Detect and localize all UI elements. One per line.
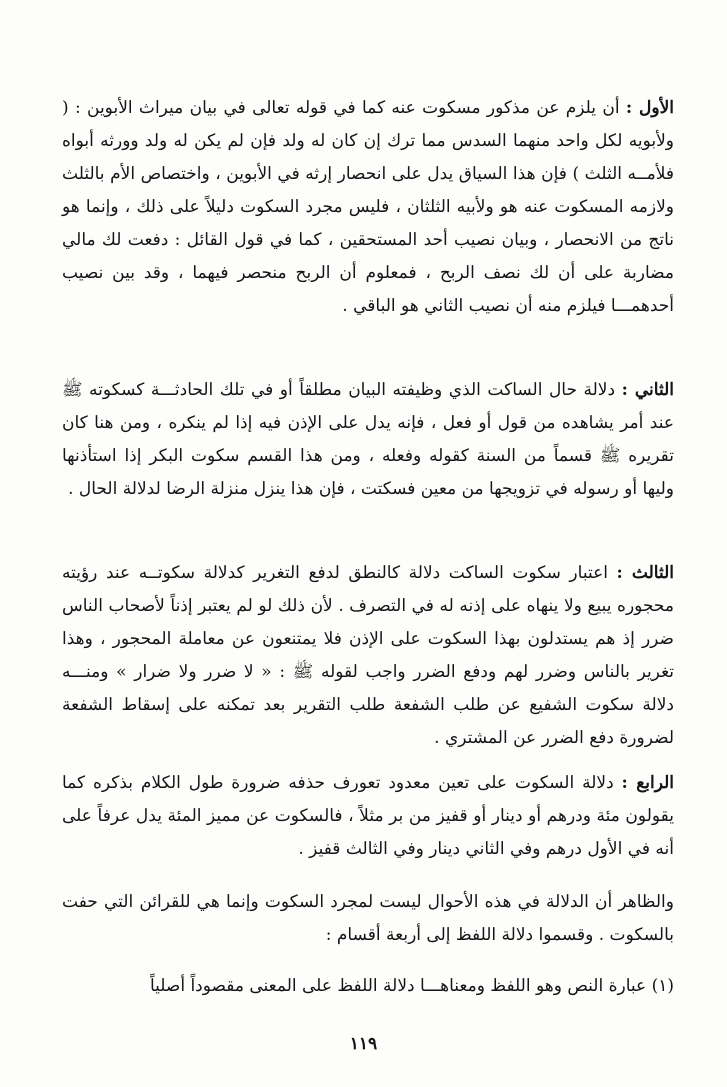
paragraph-text: اعتبار سكوت الساكت دلالة كالنطق لدفع التغرير كدلالة سكوتــه عند رؤيته محجوره يبيع ولا ينهاه على إذنه له في التصرف . لأن ذلك لو لم يعتبر إذناً لأصحاب الناس ضرر إذ هم يستدلون بهذا السكوت على الإذن فلا يمتنعون عن معاملة المحجور ، وهذا تغرير بالناس وضرر لهم ودفع الضرر واجب لقوله ﷺ : « لا ضرر ولا ضرار » ومنـــه دلالة سكوت الشفيع عن طلب الشفعة طلب التقرير بعد تمكنه على إسقاط الشفعة لضرورة دفع الضرر عن المشتري .: [62, 563, 674, 748]
paragraph-text: دلالة حال الساكت الذي وظيفته البيان مطلقاً أو في تلك الحادثـــة كسكوته ﷺ عند أمر يشاهده من قول أو فعل ، فإنه يدل على الإذن فيه إذا لم ينكره ، ومن هنا كان تقريره ﷺ قسماً من السنة كقوله وفعله ، ومن هذا القسم سكوت البكر إذا استأذنها وليها أو رسوله في تزويجها من معين فسكتت ، فإن هذا ينزل منزلة الرضا لدلالة الحال .: [62, 380, 674, 499]
paragraph-lead: الثاني :: [621, 380, 674, 400]
paragraph-fourth: [62, 767, 674, 866]
paragraph-lead: الرابع :: [621, 773, 674, 793]
paragraph-third: [62, 557, 674, 755]
paragraph-text: (١) عبارة النص وهو اللفظ ومعناهـــا دلالة اللفظ على المعنى مقصوداً أصلياً: [149, 976, 674, 996]
paragraph-second: [62, 374, 674, 506]
paragraph-lead: الأول :: [625, 98, 674, 118]
paragraph-first: [62, 92, 674, 323]
paragraph-text: دلالة السكوت على تعين معدود تعورف حذفه ضرورة طول الكلام بذكره كما يقولون مئة ودرهم أو دينار أو قفيز من بر مثلاً ، فالسكوت عن مميز المئة يدل عرفاً على أنه في الأول درهم وفي الثاني دينار وفي الثالث قفيز .: [62, 773, 674, 859]
paragraph-list-item: [62, 970, 674, 1003]
page-number: ١١٩: [349, 1034, 378, 1054]
paragraph-lead: الثالث :: [616, 563, 675, 583]
paragraph-text: والظاهر أن الدلالة في هذه الأحوال ليست لمجرد السكوت وإنما هي للقرائن التي حفت بالسكوت . وقسموا دلالة اللفظ إلى أربعة أقسام :: [62, 892, 674, 945]
paragraph-conclusion: [62, 886, 674, 952]
paragraph-text: أن يلزم عن مذكور مسكوت عنه كما في قوله تعالى في بيان ميراث الأبوين : ( ولأبويه لكل واحد منهما السدس مما ترك إن كان له ولد فإن لم يكن له ولد وورثه أبواه فلأمــه الثلث ) فإن هذا السياق يدل على انحصار إرثه في الأبوين ، واختصاص الأم بالثلث ولازمه المسكوت عنه هو ولأبيه الثلثان ، فليس مجرد السكوت دليلاً على ذلك ، وإنما هو ناتج من الانحصار ، وبيان نصيب أحد المستحقين ، كما في قول القائل : دفعت لك مالي مضاربة على أن لك نصف الربح ، فمعلوم أن الربح منحصر فيهما ، وقد بين نصيب أحدهمـــا فيلزم منه أن نصيب الثاني هو الباقي .: [62, 98, 674, 316]
